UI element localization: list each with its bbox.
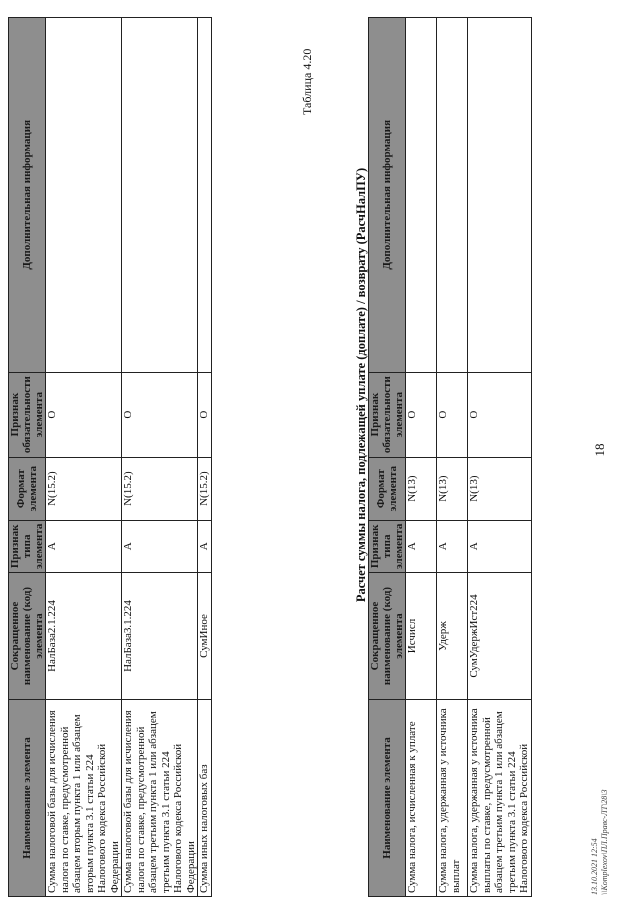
header-element-code: Сокращенное наименование (код) элемента <box>9 573 46 700</box>
table-row <box>198 18 212 897</box>
header-element-type: Признак типа элемента <box>9 520 46 572</box>
cell-required: О <box>122 372 198 457</box>
cell-name: Сумма налога, удержанная у источника выплат <box>437 700 468 897</box>
cell-info <box>46 18 122 373</box>
table-title: Расчет суммы налога, подлежащей уплате (доплате) / возврату (РасчНалПУ) <box>354 167 368 603</box>
table-row <box>468 18 532 897</box>
table-header-row <box>369 18 406 897</box>
page-number: 18 <box>592 443 607 457</box>
cell-info <box>437 18 468 373</box>
table-row <box>46 18 122 897</box>
header-element-format: Формат элемента <box>9 457 46 520</box>
header-element-code: Сокращенное наименование (код) элемента <box>369 573 406 700</box>
header-element-required: Признак обязательности элемента <box>369 372 406 457</box>
header-element-format: Формат элемента <box>369 457 406 520</box>
cell-type: А <box>406 520 437 572</box>
cell-name: Сумма налога, исчисленная к уплате <box>406 700 437 897</box>
cell-info <box>406 18 437 373</box>
cell-code: Исчисл <box>406 573 437 700</box>
cell-format: N(13) <box>468 457 532 520</box>
cell-info <box>468 18 532 373</box>
cell-code: СумУдержИст224 <box>468 573 532 700</box>
cell-format: N(15.2) <box>122 457 198 520</box>
cell-format: N(15.2) <box>198 457 212 520</box>
table-row <box>406 18 437 897</box>
header-element-type: Признак типа элемента <box>369 520 406 572</box>
cell-info <box>198 18 212 373</box>
cell-type: А <box>468 520 532 572</box>
cell-type: А <box>46 520 122 572</box>
cell-code: СумИное <box>198 573 212 700</box>
header-element-name: Наименование элемента <box>369 700 406 897</box>
header-additional-info: Дополнительная информация <box>369 18 406 373</box>
print-footer <box>590 789 610 895</box>
cell-type: А <box>198 520 212 572</box>
cell-name: Сумма налога, удержанная у источника выплаты по ставке, предусмотренной абзацем третьим пункта 1 или абзацем третьим пункта 3.1 статьи 224 Налогового кодекса Российской <box>468 700 532 897</box>
table-header-row <box>9 18 46 897</box>
footer-path: \\Komplexov\ПЛ.Правс-ЛТ\28\3 <box>600 789 609 895</box>
cell-required: О <box>46 372 122 457</box>
cell-format: N(13) <box>437 457 468 520</box>
tax-calculation-table <box>368 17 532 897</box>
cell-format: N(15.2) <box>46 457 122 520</box>
cell-name: Сумма налоговой базы для исчисления налога по ставке, предусмотренной абзацем третьим пункта 1 или абзацем третьим пункта 3.1 статьи 224 Налогового кодекса Российской Федерации <box>122 700 198 897</box>
cell-required: О <box>406 372 437 457</box>
cell-type: А <box>122 520 198 572</box>
cell-name: Сумма налоговой базы для исчисления налога по ставке, предусмотренной абзацем вторым пункта 1 или абзацем вторым пункта 3.1 статьи 224 Налогового кодекса Российской Федерации <box>46 700 122 897</box>
cell-code: Удерж <box>437 573 468 700</box>
cell-type: А <box>437 520 468 572</box>
footer-timestamp: 13.10.2021 12:54 <box>590 838 599 895</box>
table-row <box>122 18 198 897</box>
cell-required: О <box>198 372 212 457</box>
header-element-required: Признак обязательности элемента <box>9 372 46 457</box>
cell-code: НалБаза3.1.224 <box>122 573 198 700</box>
cell-required: О <box>468 372 532 457</box>
cell-name: Сумма иных налоговых баз <box>198 700 212 897</box>
table-row <box>437 18 468 897</box>
cell-format: N(13) <box>406 457 437 520</box>
header-element-name: Наименование элемента <box>9 700 46 897</box>
cell-required: О <box>437 372 468 457</box>
cell-info <box>122 18 198 373</box>
header-additional-info: Дополнительная информация <box>9 18 46 373</box>
elements-table-continued <box>8 17 212 897</box>
cell-code: НалБаза2.1.224 <box>46 573 122 700</box>
table-caption: Таблица 4.20 <box>300 48 314 115</box>
